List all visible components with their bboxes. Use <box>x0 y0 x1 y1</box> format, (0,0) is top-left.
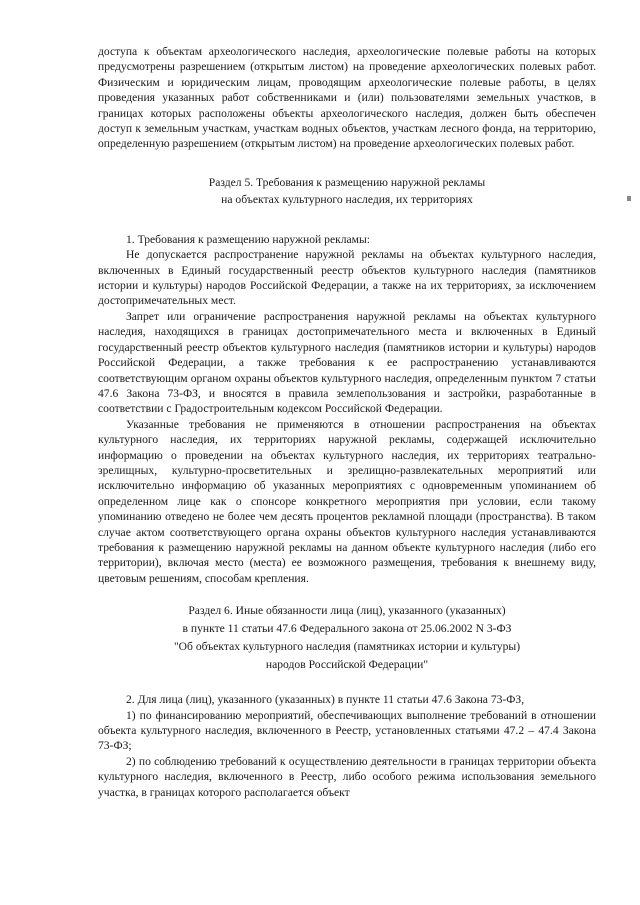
scan-mark <box>627 196 631 201</box>
document-body <box>98 44 596 800</box>
section-5-title-line-2: на объектах культурного наследия, их территориях <box>221 192 473 206</box>
section-5-title-line-1: Раздел 5. Требования к размещению наружной рекламы <box>208 175 486 189</box>
section-6-title-line-4: народов Российской Федерации" <box>265 658 429 672</box>
section-6-subitem-1: 1) по финансированию мероприятий, обеспечивающих выполнение требований в отношении объекта культурного наследия, включенного в Реестр, установленных статьями 47.2 – 47.4 Закона 73-ФЗ; <box>98 708 596 753</box>
section-5-paragraph-3: Указанные требования не применяются в отношении распространения на объектах культурного наследия, их территориях наружной рекламы, содержащей исключительно информацию о проведении на объектах культурного наследия, их территориях театрально-зрелищных, культурно-просветительных и зрелищно-развлекательных мероприятий или исключительно информацию об указанных мероприятиях с одновременным упоминанием об определенном лице как о спонсоре конкретного мероприятия при условии, если такому упоминанию отведено не более чем десять процентов рекламной площади (пространства). В таком случае актом соответствующего органа охраны объектов культурного наследия устанавливаются требования к размещению наружной рекламы на данном объекте культурного наследия (либо его территории), включая место (места) ее возможного размещения, требования к внешнему виду, цветовым решениям, способам крепления. <box>98 417 596 585</box>
section-5-heading <box>98 174 596 208</box>
section-6-heading <box>98 602 596 674</box>
section-6-subitem-2: 2) по соблюдению требований к осуществлению деятельности в границах территории объекта культурного наследия, включенного в Реестр, либо особого режима использования земельного участка, в границах которого располагается объект <box>98 754 596 799</box>
section-5-paragraph-1: Не допускается распространение наружной рекламы на объектах культурного наследия, включенных в Единый государственный реестр объектов культурного наследия (памятников истории и культуры) народов Российской Федерации, а также на их территориях, за исключением достопримечательных мест. <box>98 248 596 308</box>
section-6-title-line-1: Раздел 6. Иные обязанности лица (лиц), указанного (указанных) <box>188 604 506 618</box>
section-5-item-1: 1. Требования к размещению наружной рекламы: <box>126 232 371 246</box>
section-6-item-2: 2. Для лица (лиц), указанного (указанных) в пункте 11 статьи 47.6 Закона 73-ФЗ, <box>126 693 525 707</box>
section-6-title-line-3: "Об объектах культурного наследия (памятниках истории и культуры) <box>173 640 521 654</box>
intro-paragraph: доступа к объектам археологического наследия, археологические полевые работы на которых предусмотрены разрешением (открытым листом) на проведение археологических полевых работ. Физическим и юридическим лицам, проводящим археологические полевые работы, в целях проведения указанных работ собственниками и (или) пользователями земельных участков, в границах которых расположены объекты археологического наследия, должен быть обеспечен доступ к земельным участкам, участкам водных объектов, участкам лесного фонда, на территорию, определенную разрешением (открытым листом) на проведение археологических полевых работ. <box>98 45 596 151</box>
section-6-title-line-2: в пункте 11 статьи 47.6 Федерального закона от 25.06.2002 N 3-ФЗ <box>182 622 512 636</box>
section-5-paragraph-2: Запрет или ограничение распространения наружной рекламы на объектах культурного наследия, находящихся в границах достопримечательного места и включенных в Единый государственный реестр объектов культурного наследия (памятников истории и культуры) народов Российской Федерации, а также требования к ее распространению устанавливаются соответствующим органом охраны объектов культурного наследия, определенным пунктом 7 статьи 47.6 Закона 73-ФЗ, и вносятся в правила землепользования и застройки, разработанные в соответствии с Градостроительным кодексом Российской Федерации. <box>98 309 596 416</box>
